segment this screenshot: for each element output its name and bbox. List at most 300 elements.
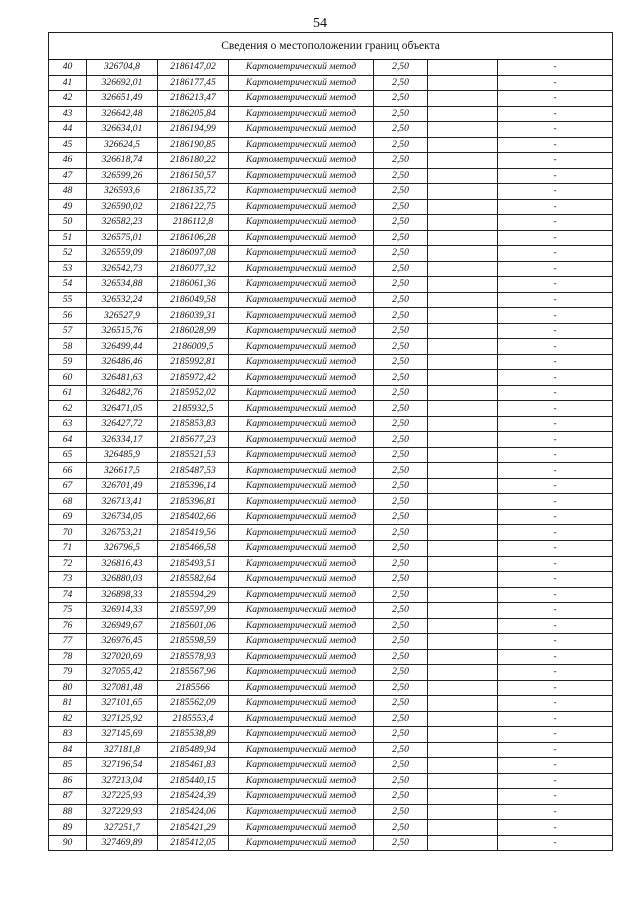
coordinate-x-cell: 326559,09 [87, 246, 158, 262]
method-cell: Картометрический метод [229, 75, 374, 91]
blank-cell [428, 106, 498, 122]
point-number-cell: 87 [49, 789, 87, 805]
point-number-cell: 50 [49, 215, 87, 231]
method-cell: Картометрический метод [229, 711, 374, 727]
table-row [49, 556, 613, 572]
table-row [49, 153, 613, 169]
extra-cell: - [498, 447, 613, 463]
error-cell: 2,50 [374, 680, 428, 696]
point-number-cell: 55 [49, 292, 87, 308]
error-cell: 2,50 [374, 572, 428, 588]
blank-cell [428, 696, 498, 712]
extra-cell: - [498, 634, 613, 650]
error-cell: 2,50 [374, 354, 428, 370]
blank-cell [428, 649, 498, 665]
coordinate-y-cell: 2185424,06 [158, 804, 229, 820]
method-cell: Картометрический метод [229, 773, 374, 789]
coordinate-y-cell: 2186122,75 [158, 199, 229, 215]
point-number-cell: 43 [49, 106, 87, 122]
coordinate-y-cell: 2186106,28 [158, 230, 229, 246]
table-row [49, 789, 613, 805]
table-row [49, 401, 613, 417]
table-row [49, 525, 613, 541]
table-row [49, 308, 613, 324]
blank-cell [428, 478, 498, 494]
method-cell: Картометрический метод [229, 416, 374, 432]
table-row [49, 587, 613, 603]
point-number-cell: 61 [49, 385, 87, 401]
extra-cell: - [498, 618, 613, 634]
method-cell: Картометрический метод [229, 432, 374, 448]
point-number-cell: 62 [49, 401, 87, 417]
coordinate-y-cell: 2186190,85 [158, 137, 229, 153]
method-cell: Картометрический метод [229, 789, 374, 805]
extra-cell: - [498, 758, 613, 774]
error-cell: 2,50 [374, 168, 428, 184]
coordinate-y-cell: 2186194,99 [158, 122, 229, 138]
coordinate-x-cell: 326575,01 [87, 230, 158, 246]
extra-cell: - [498, 308, 613, 324]
method-cell: Картометрический метод [229, 665, 374, 681]
error-cell: 2,50 [374, 75, 428, 91]
coordinate-y-cell: 2185952,02 [158, 385, 229, 401]
error-cell: 2,50 [374, 215, 428, 231]
method-cell: Картометрический метод [229, 323, 374, 339]
method-cell: Картометрический метод [229, 277, 374, 293]
blank-cell [428, 401, 498, 417]
point-number-cell: 45 [49, 137, 87, 153]
page-number: 54 [313, 16, 327, 31]
blank-cell [428, 525, 498, 541]
method-cell: Картометрический метод [229, 494, 374, 510]
coordinate-x-cell: 326753,21 [87, 525, 158, 541]
coordinate-y-cell: 2186028,99 [158, 323, 229, 339]
point-number-cell: 46 [49, 153, 87, 169]
table-row [49, 665, 613, 681]
point-number-cell: 85 [49, 758, 87, 774]
error-cell: 2,50 [374, 308, 428, 324]
point-number-cell: 83 [49, 727, 87, 743]
point-number-cell: 74 [49, 587, 87, 603]
coordinate-y-cell: 2186147,02 [158, 60, 229, 76]
method-cell: Картометрический метод [229, 215, 374, 231]
coordinate-y-cell: 2185567,96 [158, 665, 229, 681]
coordinate-x-cell: 326701,49 [87, 478, 158, 494]
point-number-cell: 86 [49, 773, 87, 789]
error-cell: 2,50 [374, 789, 428, 805]
extra-cell: - [498, 432, 613, 448]
coordinate-y-cell: 2185598,59 [158, 634, 229, 650]
coordinate-x-cell: 326914,33 [87, 603, 158, 619]
method-cell: Картометрический метод [229, 742, 374, 758]
method-cell: Картометрический метод [229, 820, 374, 836]
error-cell: 2,50 [374, 385, 428, 401]
table-row [49, 649, 613, 665]
table-row [49, 60, 613, 76]
point-number-cell: 76 [49, 618, 87, 634]
method-cell: Картометрический метод [229, 478, 374, 494]
extra-cell: - [498, 230, 613, 246]
error-cell: 2,50 [374, 292, 428, 308]
error-cell: 2,50 [374, 742, 428, 758]
point-number-cell: 80 [49, 680, 87, 696]
table-row [49, 184, 613, 200]
coordinate-x-cell: 326486,46 [87, 354, 158, 370]
error-cell: 2,50 [374, 587, 428, 603]
coordinate-x-cell: 326713,41 [87, 494, 158, 510]
coordinate-y-cell: 2186150,57 [158, 168, 229, 184]
blank-cell [428, 727, 498, 743]
extra-cell: - [498, 385, 613, 401]
coordinate-y-cell: 2185493,51 [158, 556, 229, 572]
extra-cell: - [498, 401, 613, 417]
table-row [49, 835, 613, 851]
method-cell: Картометрический метод [229, 106, 374, 122]
coordinate-y-cell: 2185566 [158, 680, 229, 696]
error-cell: 2,50 [374, 261, 428, 277]
blank-cell [428, 137, 498, 153]
table-row [49, 696, 613, 712]
error-cell: 2,50 [374, 246, 428, 262]
method-cell: Картометрический метод [229, 509, 374, 525]
extra-cell: - [498, 649, 613, 665]
blank-cell [428, 432, 498, 448]
method-cell: Картометрический метод [229, 572, 374, 588]
error-cell: 2,50 [374, 153, 428, 169]
coordinate-x-cell: 326334,17 [87, 432, 158, 448]
coordinate-y-cell: 2185677,23 [158, 432, 229, 448]
blank-cell [428, 447, 498, 463]
table-body [49, 33, 613, 851]
method-cell: Картометрический метод [229, 556, 374, 572]
point-number-cell: 67 [49, 478, 87, 494]
coordinate-x-cell: 326949,67 [87, 618, 158, 634]
table-row [49, 137, 613, 153]
method-cell: Картометрический метод [229, 308, 374, 324]
table-row [49, 75, 613, 91]
coordinate-x-cell: 327145,69 [87, 727, 158, 743]
coordinate-x-cell: 327125,92 [87, 711, 158, 727]
extra-cell: - [498, 106, 613, 122]
error-cell: 2,50 [374, 106, 428, 122]
extra-cell: - [498, 727, 613, 743]
coordinate-x-cell: 327055,42 [87, 665, 158, 681]
extra-cell: - [498, 122, 613, 138]
table-row [49, 463, 613, 479]
point-number-cell: 44 [49, 122, 87, 138]
coordinate-y-cell: 2185412,05 [158, 835, 229, 851]
table-row [49, 106, 613, 122]
blank-cell [428, 742, 498, 758]
extra-cell: - [498, 354, 613, 370]
coordinate-x-cell: 327196,54 [87, 758, 158, 774]
point-number-cell: 47 [49, 168, 87, 184]
extra-cell: - [498, 540, 613, 556]
coordinate-y-cell: 2186009,5 [158, 339, 229, 355]
table-row [49, 727, 613, 743]
point-number-cell: 69 [49, 509, 87, 525]
point-number-cell: 81 [49, 696, 87, 712]
blank-cell [428, 509, 498, 525]
error-cell: 2,50 [374, 60, 428, 76]
error-cell: 2,50 [374, 540, 428, 556]
table-row [49, 230, 613, 246]
error-cell: 2,50 [374, 339, 428, 355]
error-cell: 2,50 [374, 618, 428, 634]
method-cell: Картометрический метод [229, 680, 374, 696]
blank-cell [428, 153, 498, 169]
blank-cell [428, 665, 498, 681]
table-row [49, 339, 613, 355]
point-number-cell: 53 [49, 261, 87, 277]
coordinate-y-cell: 2185597,99 [158, 603, 229, 619]
method-cell: Картометрический метод [229, 122, 374, 138]
method-cell: Картометрический метод [229, 758, 374, 774]
point-number-cell: 77 [49, 634, 87, 650]
method-cell: Картометрический метод [229, 261, 374, 277]
coordinate-y-cell: 2185562,09 [158, 696, 229, 712]
extra-cell: - [498, 820, 613, 836]
coordinate-x-cell: 326427,72 [87, 416, 158, 432]
blank-cell [428, 494, 498, 510]
point-number-cell: 40 [49, 60, 87, 76]
blank-cell [428, 246, 498, 262]
blank-cell [428, 385, 498, 401]
blank-cell [428, 556, 498, 572]
method-cell: Картометрический метод [229, 727, 374, 743]
method-cell: Картометрический метод [229, 634, 374, 650]
error-cell: 2,50 [374, 122, 428, 138]
coordinate-x-cell: 327229,93 [87, 804, 158, 820]
coordinate-x-cell: 326624,5 [87, 137, 158, 153]
error-cell: 2,50 [374, 199, 428, 215]
coordinate-y-cell: 2185932,5 [158, 401, 229, 417]
method-cell: Картометрический метод [229, 184, 374, 200]
point-number-cell: 82 [49, 711, 87, 727]
coordinate-x-cell: 326527,9 [87, 308, 158, 324]
error-cell: 2,50 [374, 835, 428, 851]
blank-cell [428, 370, 498, 386]
table-row [49, 509, 613, 525]
blank-cell [428, 91, 498, 107]
error-cell: 2,50 [374, 463, 428, 479]
extra-cell: - [498, 199, 613, 215]
extra-cell: - [498, 416, 613, 432]
coordinate-x-cell: 326499,44 [87, 339, 158, 355]
extra-cell: - [498, 153, 613, 169]
coordinate-y-cell: 2186177,45 [158, 75, 229, 91]
error-cell: 2,50 [374, 509, 428, 525]
coordinate-y-cell: 2185521,53 [158, 447, 229, 463]
blank-cell [428, 773, 498, 789]
method-cell: Картометрический метод [229, 60, 374, 76]
extra-cell: - [498, 556, 613, 572]
blank-cell [428, 789, 498, 805]
coordinate-y-cell: 2185487,53 [158, 463, 229, 479]
table-row [49, 634, 613, 650]
method-cell: Картометрический метод [229, 91, 374, 107]
extra-cell: - [498, 494, 613, 510]
coordinate-y-cell: 2186213,47 [158, 91, 229, 107]
extra-cell: - [498, 711, 613, 727]
error-cell: 2,50 [374, 230, 428, 246]
coordinate-y-cell: 2185396,14 [158, 478, 229, 494]
blank-cell [428, 184, 498, 200]
error-cell: 2,50 [374, 820, 428, 836]
coordinate-y-cell: 2186049,58 [158, 292, 229, 308]
table-row [49, 122, 613, 138]
error-cell: 2,50 [374, 525, 428, 541]
coordinate-x-cell: 326582,23 [87, 215, 158, 231]
extra-cell: - [498, 773, 613, 789]
coordinate-x-cell: 326515,76 [87, 323, 158, 339]
coordinate-x-cell: 327251,7 [87, 820, 158, 836]
point-number-cell: 56 [49, 308, 87, 324]
table-row [49, 292, 613, 308]
coordinate-y-cell: 2185489,94 [158, 742, 229, 758]
extra-cell: - [498, 215, 613, 231]
point-number-cell: 89 [49, 820, 87, 836]
error-cell: 2,50 [374, 323, 428, 339]
coordinate-y-cell: 2186112,8 [158, 215, 229, 231]
error-cell: 2,50 [374, 277, 428, 293]
point-number-cell: 90 [49, 835, 87, 851]
method-cell: Картометрический метод [229, 540, 374, 556]
coordinate-y-cell: 2185421,29 [158, 820, 229, 836]
coordinate-y-cell: 2186097,08 [158, 246, 229, 262]
coordinate-x-cell: 326796,5 [87, 540, 158, 556]
blank-cell [428, 603, 498, 619]
error-cell: 2,50 [374, 603, 428, 619]
method-cell: Картометрический метод [229, 199, 374, 215]
blank-cell [428, 820, 498, 836]
coordinate-y-cell: 2186061,36 [158, 277, 229, 293]
point-number-cell: 41 [49, 75, 87, 91]
table-row [49, 199, 613, 215]
coordinate-x-cell: 327020,69 [87, 649, 158, 665]
boundary-coordinates-table [48, 32, 613, 851]
method-cell: Картометрический метод [229, 649, 374, 665]
error-cell: 2,50 [374, 634, 428, 650]
table-row [49, 478, 613, 494]
blank-cell [428, 680, 498, 696]
point-number-cell: 79 [49, 665, 87, 681]
coordinate-y-cell: 2186205,84 [158, 106, 229, 122]
point-number-cell: 52 [49, 246, 87, 262]
point-number-cell: 57 [49, 323, 87, 339]
coordinate-x-cell: 326651,49 [87, 91, 158, 107]
table-row [49, 804, 613, 820]
error-cell: 2,50 [374, 804, 428, 820]
coordinate-x-cell: 326590,02 [87, 199, 158, 215]
extra-cell: - [498, 91, 613, 107]
method-cell: Картометрический метод [229, 525, 374, 541]
extra-cell: - [498, 478, 613, 494]
method-cell: Картометрический метод [229, 618, 374, 634]
point-number-cell: 54 [49, 277, 87, 293]
table-row [49, 711, 613, 727]
coordinate-y-cell: 2185440,15 [158, 773, 229, 789]
method-cell: Картометрический метод [229, 447, 374, 463]
coordinate-x-cell: 326816,43 [87, 556, 158, 572]
error-cell: 2,50 [374, 494, 428, 510]
point-number-cell: 78 [49, 649, 87, 665]
method-cell: Картометрический метод [229, 835, 374, 851]
coordinate-x-cell: 326634,01 [87, 122, 158, 138]
coordinate-y-cell: 2186077,32 [158, 261, 229, 277]
coordinate-x-cell: 326704,8 [87, 60, 158, 76]
point-number-cell: 48 [49, 184, 87, 200]
method-cell: Картометрический метод [229, 696, 374, 712]
point-number-cell: 72 [49, 556, 87, 572]
section-title: Сведения о местоположении границ объекта [49, 33, 613, 60]
point-number-cell: 51 [49, 230, 87, 246]
blank-cell [428, 354, 498, 370]
coordinate-x-cell: 326593,6 [87, 184, 158, 200]
coordinate-x-cell: 326692,01 [87, 75, 158, 91]
extra-cell: - [498, 804, 613, 820]
coordinate-y-cell: 2185424,39 [158, 789, 229, 805]
coordinate-y-cell: 2185853,83 [158, 416, 229, 432]
error-cell: 2,50 [374, 184, 428, 200]
point-number-cell: 64 [49, 432, 87, 448]
coordinate-y-cell: 2185972,42 [158, 370, 229, 386]
blank-cell [428, 339, 498, 355]
blank-cell [428, 292, 498, 308]
method-cell: Картометрический метод [229, 246, 374, 262]
coordinate-x-cell: 327469,89 [87, 835, 158, 851]
table-row [49, 370, 613, 386]
coordinate-x-cell: 327081,48 [87, 680, 158, 696]
blank-cell [428, 261, 498, 277]
point-number-cell: 68 [49, 494, 87, 510]
coordinate-y-cell: 2185582,64 [158, 572, 229, 588]
blank-cell [428, 618, 498, 634]
method-cell: Картометрический метод [229, 587, 374, 603]
table-row [49, 820, 613, 836]
blank-cell [428, 60, 498, 76]
error-cell: 2,50 [374, 478, 428, 494]
coordinate-x-cell: 327213,04 [87, 773, 158, 789]
table-row [49, 494, 613, 510]
point-number-cell: 49 [49, 199, 87, 215]
extra-cell: - [498, 277, 613, 293]
table-row [49, 91, 613, 107]
coordinate-x-cell: 326471,05 [87, 401, 158, 417]
point-number-cell: 58 [49, 339, 87, 355]
extra-cell: - [498, 339, 613, 355]
method-cell: Картометрический метод [229, 230, 374, 246]
coordinate-x-cell: 326617,5 [87, 463, 158, 479]
blank-cell [428, 572, 498, 588]
method-cell: Картометрический метод [229, 137, 374, 153]
coordinate-y-cell: 2186039,31 [158, 308, 229, 324]
coordinate-x-cell: 326599,26 [87, 168, 158, 184]
error-cell: 2,50 [374, 665, 428, 681]
coordinate-x-cell: 326485,9 [87, 447, 158, 463]
blank-cell [428, 416, 498, 432]
table-row [49, 246, 613, 262]
error-cell: 2,50 [374, 727, 428, 743]
table-row [49, 773, 613, 789]
point-number-cell: 60 [49, 370, 87, 386]
extra-cell: - [498, 137, 613, 153]
method-cell: Картометрический метод [229, 292, 374, 308]
table-row [49, 261, 613, 277]
coordinate-x-cell: 326534,88 [87, 277, 158, 293]
coordinate-y-cell: 2185396,81 [158, 494, 229, 510]
extra-cell: - [498, 75, 613, 91]
